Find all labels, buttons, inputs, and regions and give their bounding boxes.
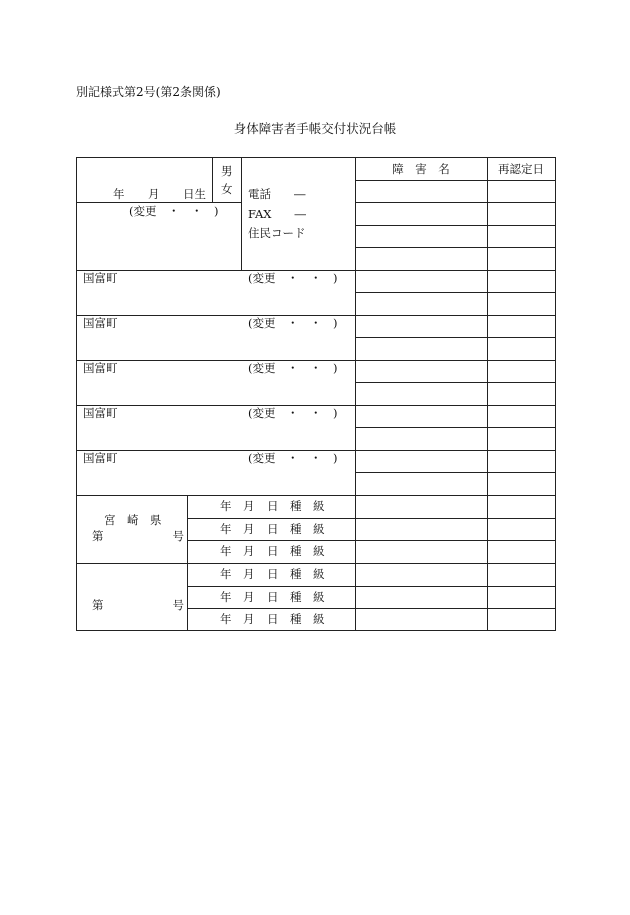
sex-female: 女 (221, 182, 233, 196)
table-border-right (555, 157, 556, 631)
divider-right-grid (355, 427, 556, 428)
cert-year: 年 (220, 544, 232, 558)
cert-year: 年 (220, 499, 232, 513)
address-change-note: (変更 ・ ・ ) (248, 361, 338, 375)
divider-cert-group (76, 563, 556, 564)
divider-disability-left (355, 157, 356, 631)
birth-month-label: 月 (148, 187, 160, 201)
cert-month: 月 (243, 612, 255, 626)
address-town: 国富町 (83, 271, 118, 285)
address-town: 国富町 (83, 406, 118, 420)
personal-change-note: (変更 ・ ・ ) (129, 204, 219, 218)
divider-birth-bottom (76, 202, 242, 203)
cert-day: 日 (267, 590, 279, 604)
cert-year: 年 (220, 567, 232, 581)
divider-cert-line (187, 518, 556, 519)
cert-grade: 級 (313, 522, 325, 536)
divider-right-grid (355, 337, 556, 338)
cert-grade: 級 (313, 567, 325, 581)
divider-recert-left (487, 157, 488, 631)
header-recert-date: 再認定日 (498, 162, 544, 176)
cert-day: 日 (267, 567, 279, 581)
divider-cert-line (187, 608, 556, 609)
cert-day: 日 (267, 522, 279, 536)
certificate-number: 第 号 (92, 598, 184, 612)
cert-grade: 級 (313, 499, 325, 513)
sex-male: 男 (221, 164, 233, 178)
divider-right-grid (355, 292, 556, 293)
cert-kind: 種 (290, 567, 302, 581)
resident-code-label: 住民コード (248, 226, 306, 240)
birth-year-label: 年 (113, 187, 125, 201)
cert-grade: 級 (313, 612, 325, 626)
cert-kind: 種 (290, 612, 302, 626)
cert-month: 月 (243, 499, 255, 513)
fax-label: FAX ― (248, 207, 306, 221)
address-change-note: (変更 ・ ・ ) (248, 316, 338, 330)
divider-right-grid (355, 225, 556, 226)
cert-day: 日 (267, 544, 279, 558)
divider-cert-line (187, 540, 556, 541)
certificate-issuer: 宮 崎 県 (104, 513, 162, 527)
divider-cert-line (187, 586, 556, 587)
divider-right-grid (355, 202, 556, 203)
address-town: 国富町 (83, 316, 118, 330)
cert-month: 月 (243, 567, 255, 581)
cert-kind: 種 (290, 590, 302, 604)
cert-grade: 級 (313, 544, 325, 558)
address-change-note: (変更 ・ ・ ) (248, 406, 338, 420)
document-title: 身体障害者手帳交付状況台帳 (233, 121, 397, 136)
table-border-top (76, 157, 556, 158)
header-disability-name: 障 害 名 (392, 162, 450, 176)
birth-day-label: 日生 (183, 187, 206, 201)
table-border-bottom (76, 630, 556, 631)
divider-sex-left (212, 157, 213, 203)
divider-right-grid (355, 382, 556, 383)
cert-kind: 種 (290, 499, 302, 513)
divider-right-grid (355, 472, 556, 473)
cert-month: 月 (243, 544, 255, 558)
divider-contact-left (241, 157, 242, 270)
cert-kind: 種 (290, 544, 302, 558)
cert-month: 月 (243, 522, 255, 536)
form-reference: 別記様式第2号(第2条関係) (76, 85, 221, 99)
divider-address-row (76, 495, 556, 496)
cert-kind: 種 (290, 522, 302, 536)
cert-day: 日 (267, 612, 279, 626)
cert-grade: 級 (313, 590, 325, 604)
divider-right-grid (355, 180, 556, 181)
divider-right-grid (355, 247, 556, 248)
address-change-note: (変更 ・ ・ ) (248, 271, 338, 285)
cert-month: 月 (243, 590, 255, 604)
cert-year: 年 (220, 522, 232, 536)
table-border-left (76, 157, 77, 631)
certificate-number: 第 号 (92, 529, 184, 543)
cert-year: 年 (220, 590, 232, 604)
phone-label: 電話 ― (248, 187, 306, 201)
cert-day: 日 (267, 499, 279, 513)
cert-year: 年 (220, 612, 232, 626)
address-change-note: (変更 ・ ・ ) (248, 451, 338, 465)
address-town: 国富町 (83, 361, 118, 375)
address-town: 国富町 (83, 451, 118, 465)
